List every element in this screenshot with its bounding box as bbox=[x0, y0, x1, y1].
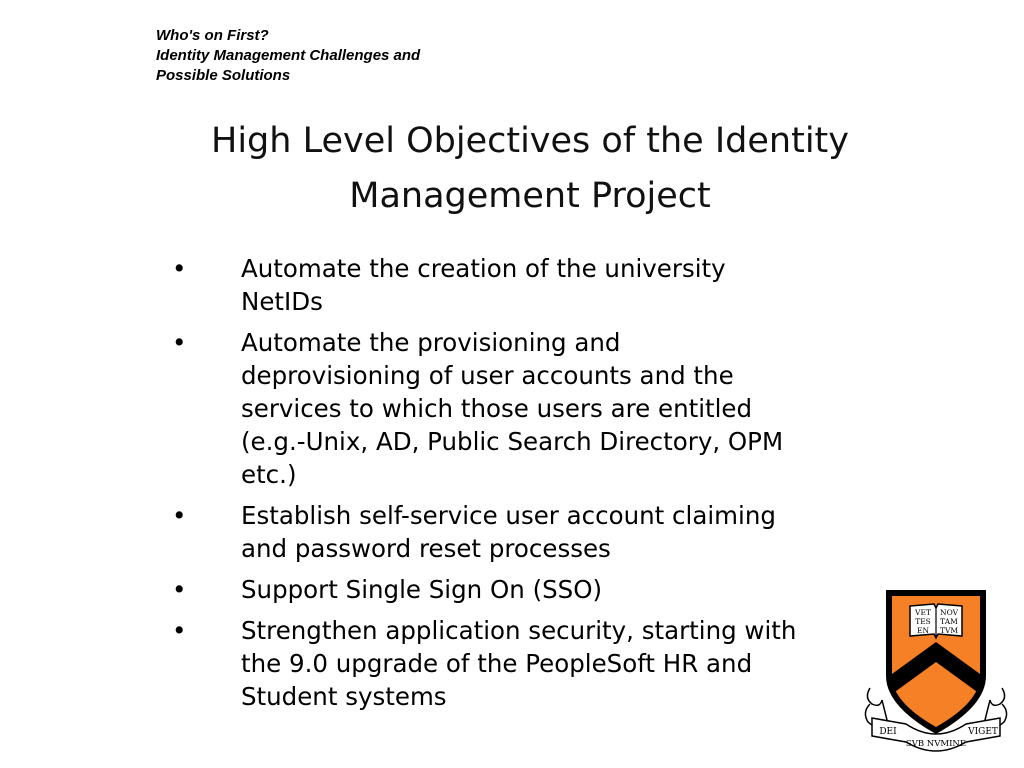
bullet-marker: • bbox=[172, 616, 187, 645]
bullet-marker: • bbox=[172, 254, 187, 283]
objective-item bbox=[172, 326, 872, 491]
book-right-3: TVM bbox=[939, 626, 959, 635]
objective-text bbox=[241, 499, 872, 565]
ribbon-left-text: DEI bbox=[879, 727, 897, 737]
objective-text bbox=[241, 573, 872, 606]
objective-item bbox=[172, 573, 872, 606]
objective-text-line: services to which those users are entitled bbox=[241, 394, 753, 423]
objectives-list bbox=[172, 252, 872, 721]
book-right-1: NOV bbox=[940, 608, 958, 617]
header-line-3: Possible Solutions bbox=[156, 67, 291, 84]
book-left-2: TES bbox=[915, 617, 931, 626]
objective-text-line: Automate the creation of the university bbox=[241, 254, 726, 283]
objective-item bbox=[172, 252, 872, 318]
book-left-3: EN bbox=[916, 626, 930, 635]
title-line-1: High Level Objectives of the Identity bbox=[211, 121, 849, 161]
objective-text-line: (e.g.-Unix, AD, Public Search Directory, OPM bbox=[241, 427, 784, 456]
objective-text-line: Strengthen application security, starting with bbox=[241, 616, 797, 645]
objective-text bbox=[241, 326, 872, 491]
slide-title bbox=[150, 114, 910, 224]
title-line-2: Management Project bbox=[349, 176, 711, 216]
objective-text bbox=[241, 252, 872, 318]
objective-text-line: etc.) bbox=[241, 460, 297, 489]
objective-text-line: Support Single Sign On (SSO) bbox=[241, 575, 603, 604]
objective-text-line: Automate the provisioning and bbox=[241, 328, 621, 357]
objective-text bbox=[241, 614, 872, 713]
ribbon-center-text: SVB NVMINE bbox=[905, 739, 967, 749]
header-line-1: Who's on First? bbox=[156, 27, 269, 44]
header-line-2: Identity Management Challenges and bbox=[156, 47, 421, 64]
objective-text-line: and password reset processes bbox=[241, 534, 611, 563]
bullet-marker: • bbox=[172, 501, 187, 530]
bullet-marker: • bbox=[172, 575, 187, 604]
objective-text-line: NetIDs bbox=[241, 287, 323, 316]
objective-text-line: deprovisioning of user accounts and the bbox=[241, 361, 734, 390]
book-left-1: VET bbox=[915, 608, 931, 617]
objective-text-line: Establish self-service user account claiming bbox=[241, 501, 776, 530]
princeton-shield-logo bbox=[862, 584, 1010, 756]
objective-text-line: Student systems bbox=[241, 682, 447, 711]
objective-item bbox=[172, 499, 872, 565]
slide-header bbox=[156, 26, 420, 86]
objective-item bbox=[172, 614, 872, 713]
objective-text-line: the 9.0 upgrade of the PeopleSoft HR and bbox=[241, 649, 753, 678]
book-right-2: TAM bbox=[940, 617, 958, 626]
bullet-marker: • bbox=[172, 328, 187, 357]
ribbon-right-text: VIGET bbox=[968, 727, 998, 737]
